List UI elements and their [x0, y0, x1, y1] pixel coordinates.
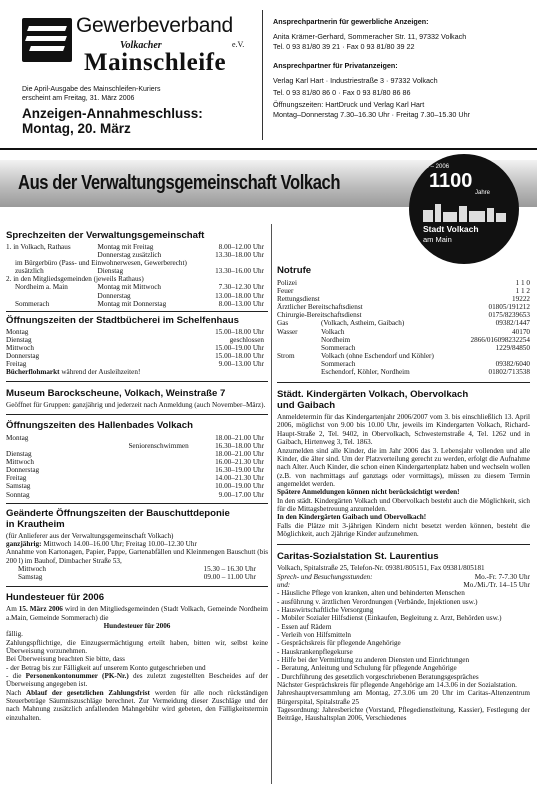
table-row: Freitag 14.00–21.30 Uhr [6, 474, 264, 483]
buecherei-table [6, 328, 264, 368]
table-row: 1. in Volkach, Rathaus Montag mit Freitag 8.00–12.00 Uhr [6, 243, 264, 251]
logo-volkacher: Volkacher [120, 40, 162, 51]
badge-number: 1100 [429, 170, 473, 192]
table-row: Sommerach 09382/6040 [321, 359, 530, 368]
table-row: Polizei 1 1 0 [277, 279, 530, 287]
column-divider [271, 224, 272, 784]
verband-name: Gewerbeverband [76, 14, 233, 37]
table-row: Chirurgie-Bereitschaftsdienst 0175/8239653 [277, 311, 530, 320]
private-contact-title: Ansprechpartner für Privatanzeigen: [273, 60, 398, 70]
table-row: Montag 18.00–21.00 Uhr [6, 433, 264, 442]
badge-jahre: Jahre [475, 190, 491, 196]
list-item: - Gesprächskreis für pflegende Angehörige [277, 639, 401, 648]
table-row: Mittwoch 15.30 – 16.30 Uhr [18, 565, 256, 574]
table-row: Donnerstag 16.30–19.00 Uhr [6, 466, 264, 475]
hallenbad-title: Öffnungszeiten des Hallenbades Volkach [6, 419, 193, 431]
list-item: - Verleih von Hilfsmitteln [277, 631, 351, 640]
badge-years: 906 – 2006 [419, 164, 450, 170]
logo-mainschleife: Mainschleife [84, 49, 227, 76]
anniversary-badge [409, 154, 519, 264]
table-row: im Bürgerbüro (Pass- und Einwohnerwesen, Gewerberecht) [6, 259, 187, 268]
hundesteuer-title: Hundesteuer für 2006 [6, 592, 105, 604]
caritas-title: Caritas-Sozialstation St. Laurentius [277, 551, 439, 563]
museum-title: Museum Barockscheune, Volkach, Weinstraße 7 [6, 387, 226, 399]
flohmarkt-note: Bücherflohmarkt während der Ausleihzeiten! [6, 368, 141, 377]
table-row: Samstag 09.00 – 11.00 Uhr [18, 573, 256, 582]
table-row: Mittwoch 15.00–19.00 Uhr [6, 343, 264, 352]
table-row: Gas (Volkach, Astheim, Gaibach) 09382/1447 [277, 319, 530, 328]
table-row: Sommerach 1229/84850 [321, 343, 530, 352]
list-item: - Häusliche Pflege von kranken, alten und behinderten Menschen [277, 589, 465, 598]
table-row: Montag 15.00–18.00 Uhr [6, 327, 264, 336]
office-hours-line-1: Öffnungszeiten: HartDruck und Verlag Karl Hart [273, 100, 425, 110]
deponie-text: (für Anlieferer aus der Verwaltungsgemeinschaft Volkach) ganzjährig: Mittwoch 14.00–16.00 Uhr; Freitag 10.00–12.30 Uhr Annahme von Kartonagen, Papier, Pappe, Gartenabfällen und Kleinmengen Bauschutt (bis 200 l) im Bauhof, Dimbacher Straße 53, [6, 531, 268, 565]
business-contact-name: Anita Krämer-Gerhard, Sommeracher Str. 11, 97332 Volkach [273, 32, 467, 42]
right-column [277, 265, 530, 723]
table-row: Samstag 10.00–19.00 Uhr [6, 482, 264, 491]
buecherei-title: Öffnungszeiten der Stadtbücherei im Schelfenhaus [6, 314, 239, 326]
table-row: Dienstag 18.00–21.00 Uhr [6, 450, 264, 459]
hundesteuer-text: Am 15. März 2006 wird in den Mitgliedsgemeinden (Stadt Volkach, Gemeinde Nordheim a.Main, Gemeinde Sommerach) die Hundesteuer für 2006 fällig. Zahlungspflichtige, die Einzugsermächtigung erteilt haben, bitten wir, selbst keine Überweisung vorzunehmen. Bei Überweisung beachten Sie bitte, dass - der Betrag bis zur Fälligkeit auf unserem Konto gutgeschrieben und - die Personenkontonummer (PK-Nr.) des zuletzt zugestellten Bescheides auf der Überweisung angegeben ist. Nach Ablauf der gesetzlichen Zahlungsfrist werden für alle noch rückständigen Steuerbeträge Säumniszuschläge berechnet. Zur Vermeidung dieser Zuschläge und der nach Mahnung zusätzlich anfallenden Mahngebühr wird gebeten, den Fälligkeitstermin einzuhalten. [6, 605, 268, 722]
office-hours-line-2: Montag–Donnerstag 7.30–16.30 Uhr · Freitag 7.30–15.30 Uhr [273, 110, 470, 120]
masthead-divider [262, 10, 263, 140]
badge-skyline [417, 202, 511, 222]
section-divider [6, 414, 268, 415]
section-divider [277, 382, 530, 383]
deadline-line-2: Montag, 20. März [22, 121, 131, 136]
table-row: Wasser Volkach 40170 [277, 327, 530, 336]
table-row: Freitag 9.00–13.00 Uhr [6, 360, 264, 369]
hallenbad-table [6, 434, 264, 499]
masthead-rule [0, 148, 537, 150]
masthead-logo [22, 14, 246, 76]
list-item: - ausführung v. ärztlichen Verordnungen (Verbände, Injektionen usw.) [277, 597, 478, 606]
deponie-table [6, 565, 256, 581]
badge-sub: am Main [423, 235, 452, 244]
list-item: - Essen auf Rädern [277, 622, 332, 631]
issue-line-1: Die April-Ausgabe des Mainschleifen-Kuriers [22, 86, 161, 93]
table-row: Sommerach Montag mit Donnerstag 8.00–13.00 Uhr [6, 299, 264, 308]
contacts [273, 17, 533, 121]
deadline [22, 106, 203, 136]
table-row: Donnerstag 15.00–18.00 Uhr [6, 352, 264, 361]
table-row: Feuer 1 1 2 [277, 287, 530, 296]
private-contact-phone: Tel. 0 93 81/80 86 0 · Fax 0 93 81/80 86 86 [273, 88, 411, 98]
list-item: - Durchführung des gesetzlich vorgeschriebenen Beratungsgespräches [277, 672, 479, 681]
issue-line-2: erscheint am Freitag, 31. März 2006 [22, 95, 135, 102]
table-row: Seniorenschwimmen 16.30–18.00 Uhr [128, 442, 264, 450]
table-row: Rettungsdienst 19222 [277, 295, 530, 304]
table-row: Strom Volkach (ohne Eschendorf und Köhler) [277, 351, 434, 360]
notrufe-table [277, 279, 530, 376]
table-row: Ärztlicher Bereitschaftsdienst 01805/191212 [277, 303, 530, 312]
caritas-hours-row: und: Mo./Mi./Tr. 14–15 Uhr [277, 580, 530, 589]
table-row: Dienstag geschlossen [6, 335, 264, 344]
table-row: 2. in den Mitgliedsgemeinden (jeweils Rathaus) [6, 275, 144, 284]
badge-town: Stadt Volkach [423, 224, 479, 234]
banner-title: Aus der Verwaltungsgemeinschaft Volkach [18, 172, 341, 194]
deponie-title: Geänderte Öffnungszeiten der Bauschuttdeponie in Krautheim [6, 507, 230, 530]
sprechzeiten-table [6, 243, 264, 308]
museum-text: Geöffnet für Gruppen: ganzjährig und jederzeit nach Anmeldung (auch November–März). [6, 400, 266, 409]
private-contact-name: Verlag Karl Hart · Industriestraße 3 · 97332 Volkach [273, 75, 438, 85]
list-item: - Mobiler Sozialer Hilfsdienst (Einkaufen, Begleitung z. Arzt, Behörden usw.) [277, 614, 502, 623]
left-column [6, 230, 268, 722]
table-row: Donnerstag zusätzlich 13.30–18.00 Uhr [97, 251, 264, 260]
table-row: Donnerstag 13.00–18.00 Uhr [97, 291, 264, 300]
section-divider [6, 503, 268, 504]
caritas-hours-row: Sprech- und Besuchungsstunden: Mo.-Fr. 7-7.30 Uhr [277, 572, 530, 581]
notrufe-title: Notrufe [277, 265, 312, 276]
section-divider [6, 586, 268, 587]
sprechzeiten-title: Sprechzeiten der Verwaltungsgemeinschaft [6, 230, 205, 241]
list-item: - Hauswirtschaftliche Versorgung [277, 606, 374, 614]
list-item: - Hauskrankenpflegekurse [277, 647, 353, 656]
deadline-line-1: Anzeigen-Annahmeschluss: [22, 106, 203, 121]
table-row: zusätzlich Dienstag 13.30–16.00 Uhr [6, 267, 264, 276]
table-row: Eschendorf, Köhler, Nordheim 01802/713538 [321, 368, 530, 377]
business-contact-phone: Tel. 0 93 81/80 39 21 · Fax 0 93 81/80 39 22 [273, 42, 415, 52]
logo-ev: e.V. [232, 40, 245, 49]
table-row: Nordheim 2866/016098232254 [321, 335, 530, 344]
list-item: - Hilfe bei der Vermittlung zu anderen Diensten und Einrichtungen [277, 656, 470, 665]
logo-emblem [22, 18, 72, 62]
kiga-title: Städt. Kindergärten Volkach, Obervolkach und Gaibach [277, 389, 469, 412]
table-row: Sonntag 9.00–17.00 Uhr [6, 490, 264, 499]
issue-info [22, 85, 161, 103]
table-row: Mittwoch 16.00–21.30 Uhr [6, 458, 264, 467]
section-divider [6, 311, 268, 312]
section-divider [6, 381, 268, 382]
table-row: Nordheim a. Main Montag mit Mittwoch 7.30–12.30 Uhr [6, 283, 264, 292]
section-divider [277, 544, 530, 545]
business-contact-title: Ansprechpartnerin für gewerbliche Anzeigen: [273, 17, 429, 26]
list-item: - Beratung, Anleitung und Schulung für pflegende Angehörige [277, 664, 457, 673]
caritas-text: Volkach, Spitalstraße 25, Telefon-Nr. 09381/805151, Fax 09381/805181 Sprech- und Besuchungsstunden: Mo.-Fr. 7-7.30 Uhr und: Mo./Mi./Tr. 14–15 Uhr - Häusliche Pflege von kranken, alten und behinderten Menschen - ausführung v. ärztlichen Verordnungen (Verbände, Injektionen usw.) - Hauswirtschaftliche Versorgung - Mobiler Sozialer Hilfsdienst (Einkaufen, Begleitung z. Arzt, Behörden usw.) - Essen auf Rädern - Verleih von Hilfsmitteln - Gesprächskreis für pflegende Angehörige - Hauskrankenpflegekurse - Hilfe bei der Vermittlung zu anderen Diensten und Einrichtungen - Beratung, Anleitung und Schulung für pflegende Angehörige - Durchführung des gesetzlich vorgeschriebenen Beratungsgespräches Nächster Gesprächskreis für pflegende Angehörige am 14.3.06 in der Sozialstation. Jahreshauptversammlung am Montag, 27.3.06 um 20 Uhr im Caritas-Altenzentrum Bürgerspital, Spitalstraße 25 Tagesordnung: Jahresberichte (Vorstand, Pflegedienstleitung, Kassier), Festlegung der Beiträge, Haushaltsplan 2006, Verschiedenes [277, 564, 530, 723]
kiga-text: Anmeldetermin für das Kindergartenjahr 2006/2007 vom 3. bis einschließlich 13. April 2006, möglichst von 9.00 bis 10.00 Uhr, jeweils im Kindergarten Volkach, Richard-Haupt-Straße 2, Tel. 9402, in Obervolkach, Schwesternstraße 4, Tel. 1262 und in Gaibach, Hirtenweg 3, Tel. 1863. Anzumelden sind alle Kinder, die im Jahr 2006 das 3. Lebensjahr vollenden und alle Kinder, die älter sind. Um der Platzverteilung gerecht zu werden, erfolgt die Aufnahme nach Alter. Auch Kinder, die schon einen Kindergartenplatz haben und wechseln wollen (z.B. von nachmittags auf ganztags oder vormittags), müssen zu diesem Termin angemeldet werden. Spätere Anmeldungen können nicht berücksichtigt werden! In den städt. Kindergärten Volkach und Obervolkach besteht auch die Möglichkeit, sich für die Mittagsbetreuung anzumelden. In den Kindergärten Gaibach und Obervolkach! Falls die Plätze mit 3-jährigen Kindern nicht besetzt werden können, besteht die Möglichkeit, auch 2jährige Kinder aufzunehmen. [277, 413, 530, 538]
